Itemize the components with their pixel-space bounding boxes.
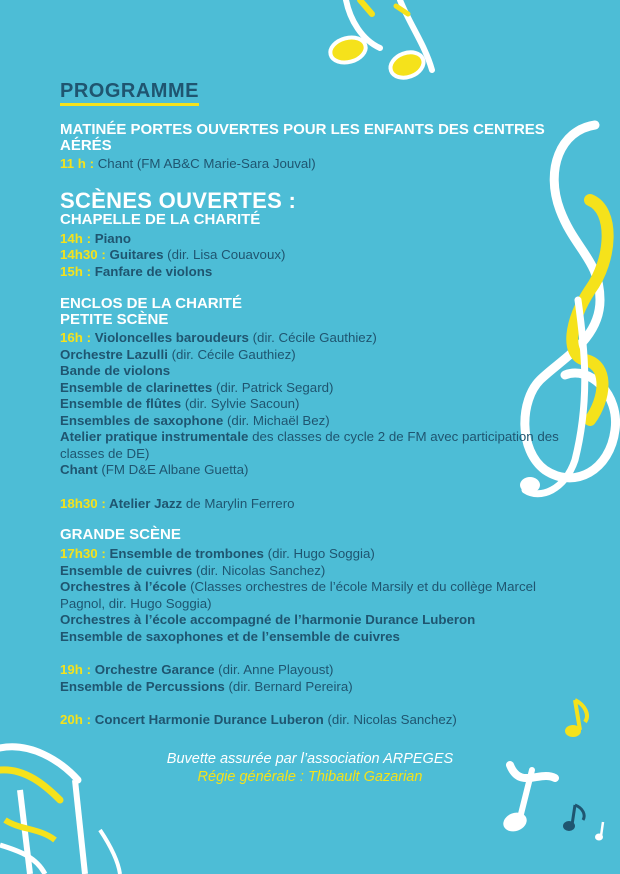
schedule-line: Ensemble de saxophones et de l’ensemble de cuivres	[60, 628, 400, 644]
schedule-line: 20h : Concert Harmonie Durance Luberon (dir. Nicolas Sanchez)	[60, 712, 457, 727]
enclos-title: ENCLOS DE LA CHARITÉ	[60, 295, 242, 312]
schedule-line: Ensembles de saxophone (dir. Michaël Bez)	[60, 412, 330, 428]
regie-note: Régie générale : Thibault Gazarian	[197, 769, 423, 785]
schedule-line: Orchestres à l’école (Classes orchestres de l’école Marsily et du collège Marcel Pagnol, dir. Hugo Soggia)	[60, 579, 536, 611]
schedule-line: Bande de violons	[60, 363, 171, 378]
petite-scene-title: PETITE SCÈNE	[60, 311, 169, 328]
schedule-line: Ensemble de clarinettes (dir. Patrick Segard)	[60, 379, 334, 395]
programme-content	[60, 80, 560, 729]
scenes-ouvertes-title: SCÈNES OUVERTES :	[60, 187, 297, 213]
small-note-icon	[565, 700, 587, 737]
chapelle-list	[60, 231, 560, 281]
schedule-line: 17h30 : Ensemble de trombones (dir. Hugo Soggia)	[60, 546, 375, 561]
matinee-section	[60, 122, 560, 173]
schedule-line: Orchestre Lazulli (dir. Cécile Gauthiez)	[60, 346, 296, 362]
schedule-line: Chant (FM D&E Albane Guetta)	[60, 462, 249, 477]
grande-scene-section	[60, 527, 560, 729]
schedule-line: Ensemble de flûtes (dir. Sylvie Sacoun)	[60, 396, 300, 411]
schedule-line: Orchestres à l’école accompagné de l’harmonie Durance Luberon	[60, 612, 476, 627]
top-music-note-icon	[328, 0, 432, 82]
grande-scene-title: GRANDE SCÈNE	[60, 526, 181, 543]
schedule-line: 11 h : Chant (FM AB&C Marie-Sara Jouval)	[60, 156, 316, 171]
schedule-line: 15h : Fanfare de violons	[60, 263, 213, 279]
grande-scene-list-2	[60, 662, 560, 695]
schedule-line: 14h : Piano	[60, 230, 131, 246]
petite-scene-list	[60, 330, 560, 479]
schedule-line: Atelier pratique instrumentale des classes de cycle 2 de FM avec participation des classes de DE)	[60, 429, 559, 461]
grande-scene-list	[60, 546, 560, 645]
jazz-line: 18h30 : Atelier Jazz de Marylin Ferrero	[60, 495, 295, 511]
programme-heading: PROGRAMME	[60, 80, 199, 106]
chapelle-title: CHAPELLE DE LA CHARITÉ	[60, 210, 261, 228]
buvette-note: Buvette assurée par l’association ARPEGES	[166, 751, 454, 767]
scenes-ouvertes-section	[60, 187, 560, 281]
grande-scene-list-3	[60, 712, 560, 729]
schedule-line: Ensemble de cuivres (dir. Nicolas Sanchez)	[60, 562, 326, 578]
schedule-line: 19h : Orchestre Garance (dir. Anne Playoust)	[60, 662, 334, 677]
schedule-line: Ensemble de Percussions (dir. Bernard Pereira)	[60, 678, 353, 694]
enclos-section	[60, 296, 560, 512]
matinee-title: MATINÉE PORTES OUVERTES POUR LES ENFANTS DES CENTRES AÉRÉS	[60, 121, 545, 154]
schedule-line: 14h30 : Guitares (dir. Lisa Couavoux)	[60, 247, 286, 262]
schedule-line: 16h : Violoncelles baroudeurs (dir. Cécile Gauthiez)	[60, 330, 377, 345]
